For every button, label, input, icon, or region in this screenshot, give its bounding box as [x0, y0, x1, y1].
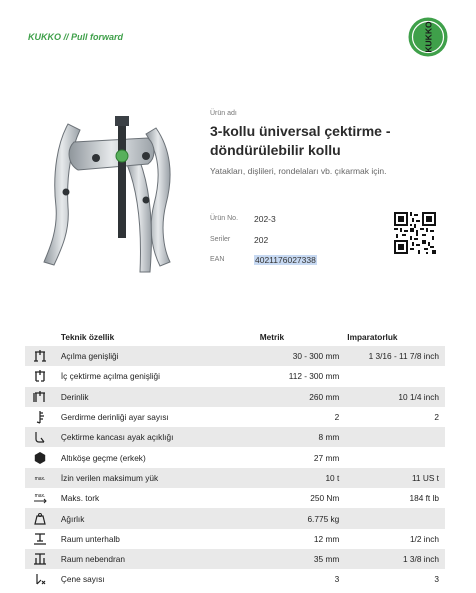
product-title: 3-kollu üniversal çektirme - döndürülebilir kollu [210, 123, 391, 158]
space-beside-icon [33, 552, 47, 566]
feature-name: Ağırlık [55, 508, 260, 528]
hook-opening-icon [33, 430, 47, 444]
imperial-value: 184 ft lb [409, 493, 439, 504]
feature-name: Çene sayısı [60, 574, 105, 585]
depth-adjust-icon [33, 410, 47, 424]
table-row [25, 366, 445, 386]
max-torque-icon [33, 491, 47, 505]
series-label: Seriler [210, 236, 231, 243]
feature-name: Maks. tork [60, 493, 100, 504]
feature-icon-cell [25, 468, 55, 488]
feature-icon-cell [25, 387, 55, 407]
logo-text: KUKKO [423, 21, 434, 53]
table-row [25, 447, 445, 467]
product-no-value: 202-3 [254, 214, 276, 224]
metric-value: 260 mm [260, 387, 348, 407]
spec-table [25, 327, 445, 590]
feature-name: Açılma genişliği [55, 346, 260, 366]
max-load-icon [33, 471, 47, 485]
table-row [25, 407, 445, 427]
imperial-value [347, 366, 445, 386]
product-no-label: Ürün No. [210, 215, 239, 222]
ean-label: EAN [210, 256, 225, 263]
imperial-value [347, 447, 445, 467]
metric-value: 10 t [260, 468, 348, 488]
imperial-value [347, 427, 445, 447]
feature-name: Raum nebendran [55, 549, 260, 569]
feature-name: Raum unterhalb [60, 533, 120, 544]
weight-icon [33, 512, 47, 526]
feature-name: İç çektirme açılma genişliği [60, 371, 161, 382]
feature-icon-cell [25, 569, 55, 589]
metric-value: 35 mm [260, 549, 348, 569]
feature-icon-cell [25, 529, 55, 549]
feature-name: İzin verilen maksimum yük [55, 468, 260, 488]
table-row [25, 569, 445, 589]
imperial-value: 3 [434, 574, 439, 585]
svg-text:max.: max. [34, 475, 46, 482]
imperial-value: 11 US t [347, 468, 445, 488]
hex-icon [33, 451, 47, 465]
depth-icon [33, 390, 47, 404]
feature-icon-cell [25, 427, 55, 447]
feature-icon-cell [25, 366, 55, 386]
table-row [25, 346, 445, 366]
metric-value: 2 [334, 412, 340, 423]
brand-tagline: KUKKO // Pull forward [28, 32, 124, 42]
feature-name: Altıköşe geçme (erkek) [60, 452, 146, 463]
feature-name: Derinlik [55, 387, 260, 407]
feature-icon-cell [25, 488, 55, 508]
imperial-value: 1 3/8 inch [347, 549, 445, 569]
product-name-label: Ürün adı [210, 110, 237, 117]
table-row [25, 427, 445, 447]
metric-value: 112 - 300 mm [288, 371, 340, 382]
metric-value: 27 mm [313, 452, 340, 463]
series-value: 202 [254, 235, 269, 245]
space-below-icon [33, 532, 47, 546]
feature-name: Gerdirme derinliği ayar sayısı [60, 412, 169, 423]
header-imperial: Imparatorluk [347, 331, 398, 342]
metric-value: 3 [334, 574, 340, 585]
qr-code-icon [394, 212, 436, 254]
metric-value: 12 mm [313, 533, 340, 544]
feature-name: Çektirme kancası ayak açıklığı [55, 427, 260, 447]
imperial-value [347, 508, 445, 528]
table-row [25, 387, 445, 407]
metric-value: 8 mm [260, 427, 348, 447]
header-feature: Teknik özellik [60, 331, 115, 342]
table-row [25, 549, 445, 569]
kukko-logo [408, 17, 448, 57]
svg-text:max.: max. [34, 493, 46, 500]
imperial-value: 10 1/4 inch [347, 387, 445, 407]
inner-opening-icon [33, 369, 47, 383]
table-row [25, 488, 445, 508]
table-row [25, 508, 445, 528]
header-metric: Metrik [259, 331, 285, 342]
opening-width-icon [33, 349, 47, 363]
metric-value: 6.775 kg [260, 508, 348, 528]
imperial-value: 1 3/16 - 11 7/8 inch [347, 346, 445, 366]
table-row [25, 468, 445, 488]
imperial-value: 2 [434, 412, 439, 423]
feature-icon-cell [25, 447, 55, 467]
jaw-count-icon [33, 572, 47, 586]
table-row [25, 529, 445, 549]
feature-icon-cell [25, 346, 55, 366]
metric-value: 30 - 300 mm [260, 346, 348, 366]
ean-value[interactable]: 4021176027338 [255, 255, 316, 265]
product-subtitle: Yatakları, dişlileri, rondelaları vb. çıkarmak için. [210, 166, 387, 176]
feature-icon-cell [25, 549, 55, 569]
feature-icon-cell [25, 508, 55, 528]
feature-icon-cell [25, 407, 55, 427]
imperial-value: 1/2 inch [409, 533, 439, 544]
puller-product-image [38, 112, 188, 282]
metric-value: 250 Nm [310, 493, 340, 504]
